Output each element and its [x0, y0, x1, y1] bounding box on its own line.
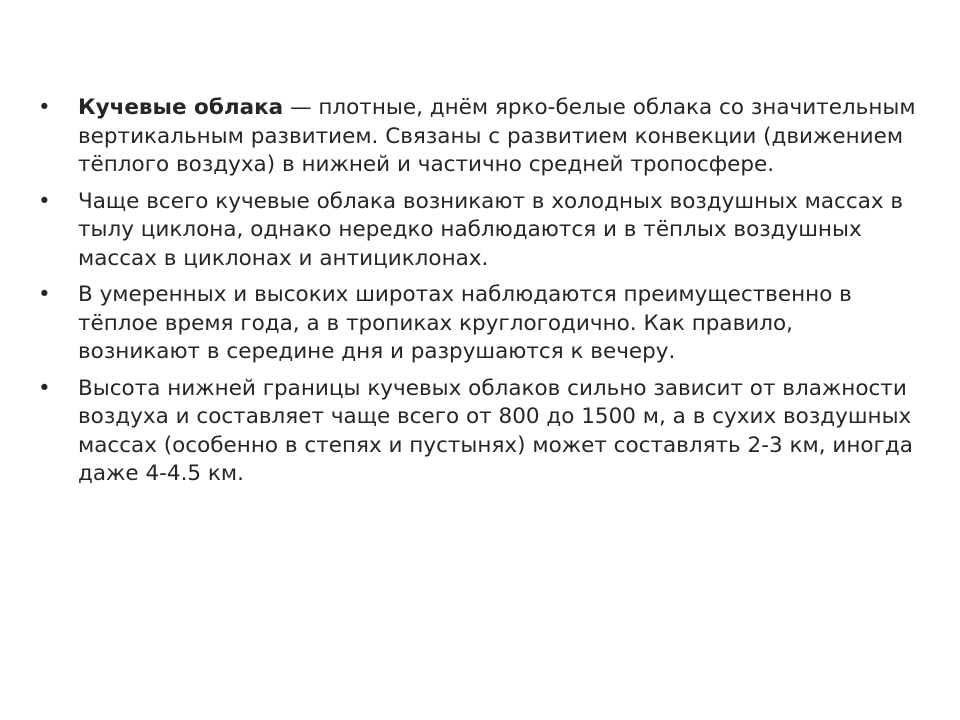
bullet-text	[78, 94, 918, 180]
bullet-text: Высота нижней границы кучевых облаков сильно зависит от влажности воздуха и составляет чаще всего от 800 до 1500 м, а в сухих воздушных массах (особенно в степях и пустынях) может составлять 2-3 км, иногда даже 4-4.5 км.	[78, 375, 913, 486]
bullet-icon: •	[38, 95, 51, 120]
bullet-icon: •	[38, 188, 51, 214]
bullet-item-cumulus-definition	[38, 94, 918, 180]
bold-term: Кучевые облака	[78, 95, 284, 120]
bullet-item-base-height	[38, 375, 918, 489]
definition-text: — плотные, днём ярко-белые облака со значительным вертикальным развитием. Связаны с развитием конвекции (движением тёплого воздуха) в нижней и частично средней тропосфере.	[78, 95, 916, 177]
bullet-text: Чаще всего кучевые облака возникают в холодных воздушных массах в тылу циклона, однако нередко наблюдаются и в тёплых воздушных массах в циклонах и антициклонах.	[78, 188, 904, 271]
bullet-text: В умеренных и высоких широтах наблюдаются преимущественно в тёплое время года, а в тропиках круглогодично. Как правило, возникают в середине дня и разрушаются к вечеру.	[78, 282, 852, 364]
bullet-item-seasonality	[38, 281, 918, 367]
bullet-list	[38, 94, 918, 497]
bullet-icon: •	[38, 282, 51, 307]
bullet-item-occurrence	[38, 188, 918, 274]
bullet-icon: •	[38, 375, 51, 401]
